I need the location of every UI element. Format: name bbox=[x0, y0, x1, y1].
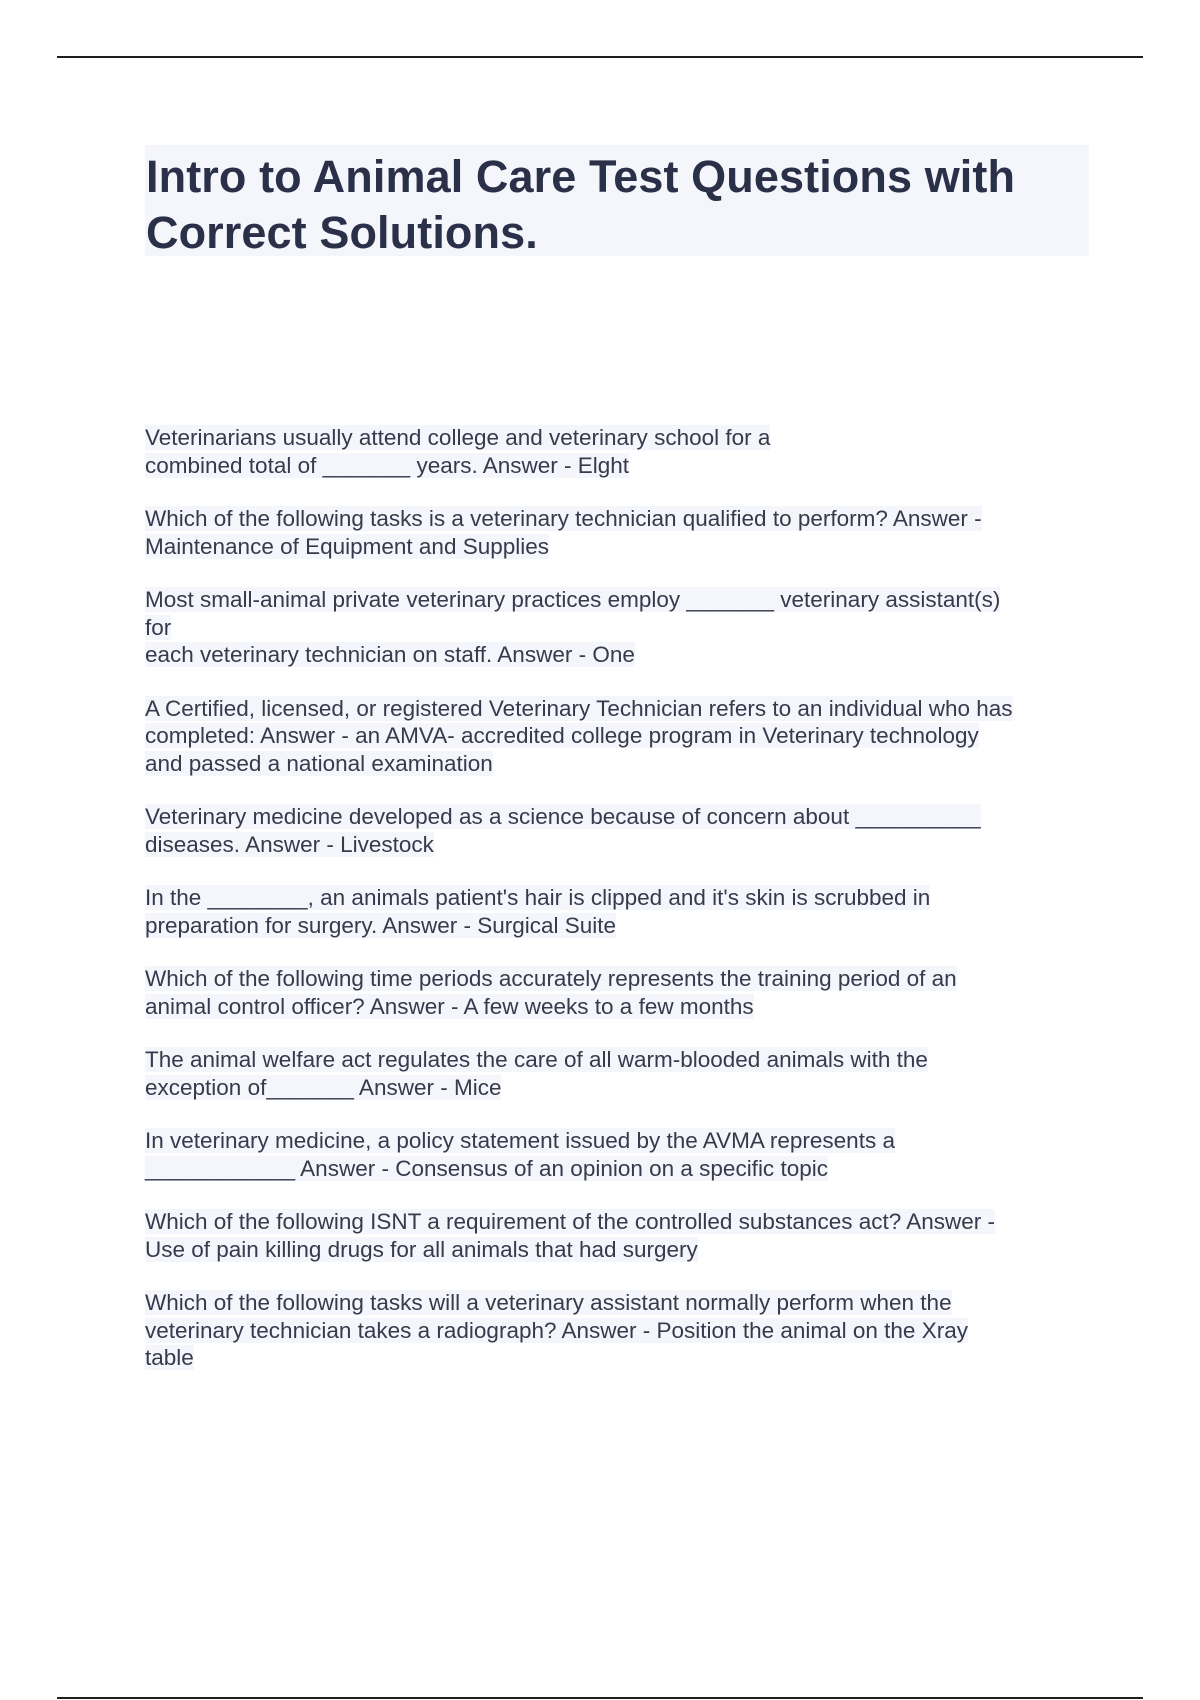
question-line: A Certified, licensed, or registered Veterinary Technician refers to an individual who has bbox=[145, 695, 1013, 721]
question-item bbox=[145, 884, 1090, 939]
question-line: diseases. Answer - Livestock bbox=[145, 831, 434, 857]
question-line: Maintenance of Equipment and Supplies bbox=[145, 533, 550, 559]
question-line: and passed a national examination bbox=[145, 750, 493, 776]
question-item bbox=[145, 505, 1090, 560]
question-line: each veterinary technician on staff. Answer - One bbox=[145, 642, 635, 667]
question-item bbox=[145, 1208, 1090, 1263]
question-line: The animal welfare act regulates the care of all warm-blooded animals with the bbox=[145, 1047, 928, 1072]
question-line: completed: Answer - an AMVA- accredited college program in Veterinary technology bbox=[145, 723, 979, 748]
question-item bbox=[145, 1046, 1090, 1101]
question-line: In veterinary medicine, a policy statement issued by the AVMA represents a bbox=[145, 1128, 895, 1153]
question-line: Most small-animal private veterinary practices employ _______ veterinary assistant(s) bbox=[145, 587, 1001, 612]
title-block bbox=[145, 145, 1089, 256]
question-line: Use of pain killing drugs for all animals that had surgery bbox=[145, 1236, 698, 1262]
question-line: table bbox=[145, 1345, 194, 1370]
question-line: for bbox=[145, 614, 172, 640]
question-line: Which of the following tasks is a veterinary technician qualified to perform? Answer - bbox=[145, 506, 982, 531]
question-line: Which of the following tasks will a veterinary assistant normally perform when the bbox=[145, 1290, 952, 1315]
header-rule bbox=[57, 56, 1143, 58]
question-item bbox=[145, 586, 1090, 669]
question-line: Veterinarians usually attend college and veterinary school for a bbox=[145, 425, 771, 450]
question-line: In the ________, an animals patient's hair is clipped and it's skin is scrubbed in bbox=[145, 885, 931, 910]
document-title: Intro to Animal Care Test Questions with Correct Solutions. bbox=[146, 151, 1016, 258]
question-item bbox=[145, 424, 1090, 479]
question-line: animal control officer? Answer - A few weeks to a few months bbox=[145, 993, 754, 1019]
question-line: preparation for surgery. Answer - Surgical Suite bbox=[145, 912, 617, 938]
footer-rule bbox=[57, 1697, 1143, 1699]
question-line: exception of_______ Answer - Mice bbox=[145, 1074, 502, 1100]
question-item bbox=[145, 1127, 1090, 1182]
question-item bbox=[145, 695, 1090, 778]
question-item bbox=[145, 965, 1090, 1020]
question-line: combined total of _______ years. Answer - Elght bbox=[145, 452, 630, 478]
question-item bbox=[145, 1289, 1090, 1372]
question-line: Which of the following ISNT a requirement of the controlled substances act? Answer - bbox=[145, 1209, 996, 1234]
question-line: ____________ Answer - Consensus of an opinion on a specific topic bbox=[145, 1155, 828, 1181]
question-list bbox=[145, 424, 1090, 1398]
question-line: Which of the following time periods accurately represents the training period of an bbox=[145, 966, 957, 991]
question-item bbox=[145, 803, 1090, 858]
question-line: veterinary technician takes a radiograph? Answer - Position the animal on the Xray bbox=[145, 1317, 968, 1343]
question-line: Veterinary medicine developed as a science because of concern about __________ bbox=[145, 804, 981, 829]
